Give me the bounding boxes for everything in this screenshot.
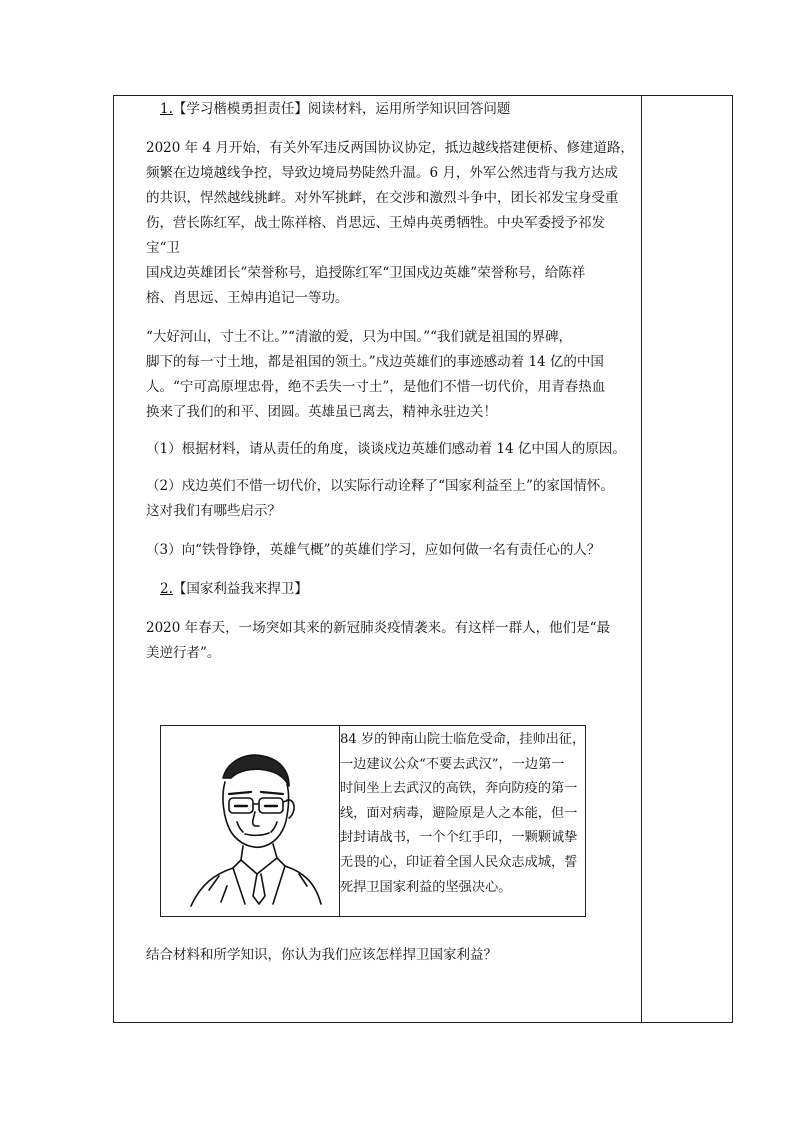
portrait-sketch xyxy=(161,726,340,916)
q1-number: 1. xyxy=(160,101,173,117)
q2-heading xyxy=(146,577,638,602)
material-text xyxy=(340,726,586,916)
text-line: 脚下的每一寸土地，都是祖国的领土。”戍边英雄们的事迹感动着 14 亿的中国 xyxy=(146,354,604,370)
text-line: “大好河山，寸土不让。”“清澈的爱，只为中国。”“我们就是祖国的界碑， xyxy=(146,329,573,345)
text-line: 时间坐上去武汉的高铁，奔向防疫的第一 xyxy=(340,781,578,797)
text-line: 换来了我们的和平、团圆。英雄虽已离去，精神永驻边关！ xyxy=(146,404,497,420)
text-line: 这对我们有哪些启示？ xyxy=(146,503,281,519)
text-line: 榕、肖思远、王焯冉追记一等功。 xyxy=(146,290,349,306)
q1-sub2 xyxy=(146,474,638,524)
q2-question: 结合材料和所学知识，你认为我们应该怎样捍卫国家利益？ xyxy=(146,947,497,963)
text-line: 2020 年春天，一场突如其来的新冠肺炎疫情袭来。有这样一群人，他们是“最 xyxy=(146,620,611,636)
text-line: 封封请战书，一个个红手印，一颗颗诚挚 xyxy=(340,830,578,846)
text-line: 84 岁的钟南山院士临危受命，挂帅出征， xyxy=(340,732,586,747)
text-line: 国戍边英雄团长”荣誉称号，追授陈红军“卫国戍边英雄”荣誉称号，给陈祥 xyxy=(146,265,586,281)
text-line: 死捍卫国家利益的坚强决心。 xyxy=(340,879,512,895)
material-box xyxy=(160,725,586,917)
text-line: 伤，营长陈红军，战士陈祥榕、肖思远、王焯冉英勇牺牲。中央军委授予祁发宝“卫 xyxy=(146,215,605,256)
q1-heading xyxy=(146,97,638,122)
q2-intro xyxy=(146,616,638,666)
q2-title: 【国家利益我来捍卫】 xyxy=(172,581,308,597)
portrait-sketch-icon xyxy=(161,726,339,916)
q1-para2 xyxy=(146,325,638,425)
text-line: 美逆行者”。 xyxy=(146,645,221,661)
text-line: 无畏的心，印证着全国人民众志成城，誓 xyxy=(340,854,578,870)
column-divider xyxy=(641,95,642,1023)
text-line: 频繁在边境越线争控，导致边境局势陡然升温。6 月，外军公然违背与我方达成 xyxy=(146,165,618,181)
text-line: 的共识，悍然越线挑衅。对外军挑衅，在交涉和激烈斗争中，团长祁发宝身受重 xyxy=(146,190,619,206)
text-line: 人。“宁可高原埋忠骨，绝不丢失一寸土”，是他们不惜一切代价，用青春热血 xyxy=(146,379,606,395)
text-line: 一边建议公众“不要去武汉”，一边第一 xyxy=(340,756,565,772)
q1-para1 xyxy=(146,136,638,311)
text-line: 线，面对病毒，避险原是人之本能，但一 xyxy=(340,805,578,821)
q1-title: 【学习楷模勇担责任】阅读材料，运用所学知识回答问题 xyxy=(172,101,511,117)
q1-sub1: （1）根据材料，请从责任的角度，谈谈戍边英雄们感动着 14 亿中国人的原因。 xyxy=(146,441,626,457)
text-line: （2）戍边英们不惜一切代价，以实际行动诠释了“国家利益至上”的家国情怀。 xyxy=(146,478,614,494)
text-line: 2020 年 4 月开始，有关外军违反两国协议协定，抵边越线搭建便桥、修建道路， xyxy=(146,140,634,156)
worksheet-content xyxy=(146,95,638,666)
q1-sub3: （3）向“铁骨铮铮，英雄气概”的英雄们学习，应如何做一名有责任心的人？ xyxy=(146,542,601,558)
q2-number: 2. xyxy=(160,581,173,597)
